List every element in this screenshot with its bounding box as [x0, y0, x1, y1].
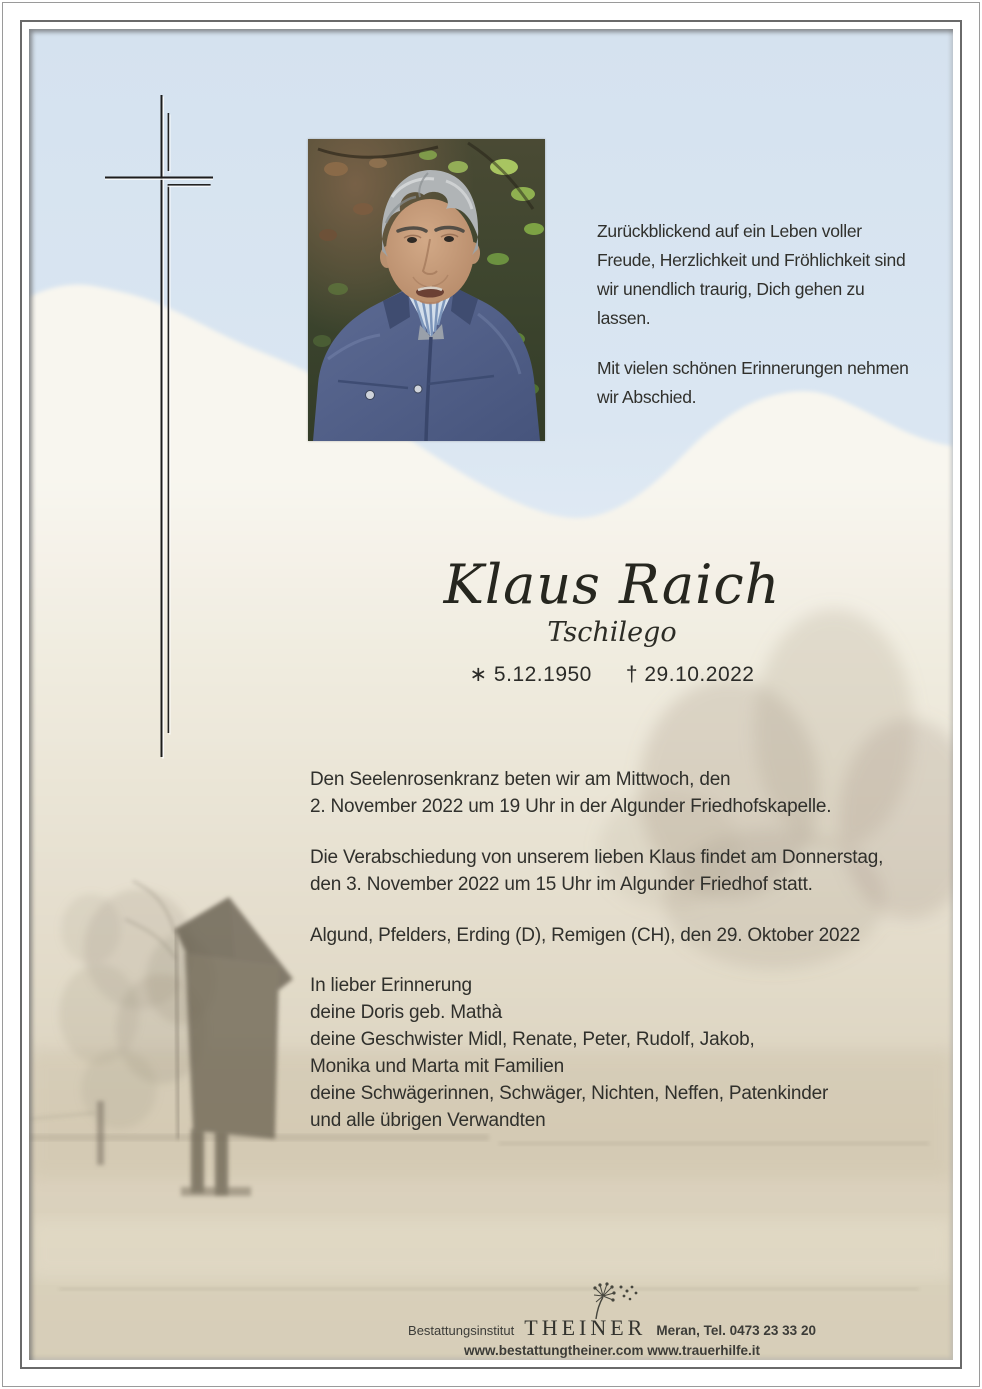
rosary-line: Den Seelenrosenkranz beten wir am Mittwoch, den [310, 769, 731, 790]
life-dates [312, 662, 912, 687]
footer-prefix: Bestattungsinstitut [408, 1323, 515, 1338]
footer-contact: Meran, Tel. 0473 23 33 20 [656, 1323, 816, 1338]
funeral-home-brand: THEINER [524, 1315, 647, 1340]
eulogy-text [597, 217, 909, 433]
places-line: Algund, Pfelders, Erding (D), Remigen (CH), den 29. Oktober 2022 [310, 925, 861, 946]
death-date: † 29.10.2022 [625, 663, 755, 686]
card-content [29, 29, 953, 1360]
places-and-date [310, 922, 860, 949]
mourner-line: deine Doris geb. Mathà [310, 1002, 503, 1023]
deceased-name-block [312, 554, 912, 687]
deceased-nickname: Tschilego [547, 617, 677, 648]
eulogy-line: Mit vielen schönen Erinnerungen nehmen [597, 358, 909, 378]
eulogy-paragraph-1 [597, 217, 909, 333]
eulogy-line: Freude, Herzlichkeit und Fröhlichkeit sind [597, 250, 906, 270]
footer-websites: www.bestattungtheiner.com www.trauerhilfe.it [463, 1343, 761, 1358]
farewell-announcement [310, 844, 883, 898]
cross-lines [105, 95, 213, 759]
eulogy-line: wir unendlich traurig, Dich gehen zu [597, 279, 865, 299]
farewell-line: den 3. November 2022 um 15 Uhr im Algunder Friedhof statt. [310, 874, 813, 895]
mourner-line: deine Geschwister Midl, Renate, Peter, Rudolf, Jakob, [310, 1029, 755, 1050]
deceased-name: Klaus Raich [443, 553, 781, 616]
portrait-photo [308, 139, 545, 441]
eulogy-line: wir Abschied. [597, 387, 697, 407]
mourner-line: In lieber Erinnerung [310, 975, 472, 996]
eulogy-line: Zurückblickend auf ein Leben voller [597, 221, 862, 241]
eulogy-line: lassen. [597, 308, 651, 328]
mourner-line: deine Schwägerinnen, Schwäger, Nichten, Neffen, Patenkinder [310, 1083, 829, 1104]
farewell-line: Die Verabschiedung von unserem lieben Klaus findet am Donnerstag, [310, 847, 884, 868]
memorial-cross-icon [100, 90, 220, 770]
mourners-list [310, 972, 828, 1134]
rosary-announcement [310, 766, 831, 820]
mourner-line: und alle übrigen Verwandten [310, 1110, 546, 1131]
dandelion-icon [566, 1281, 646, 1319]
rosary-line: 2. November 2022 um 19 Uhr in der Algunder Friedhofskapelle. [310, 796, 832, 817]
funeral-home-footer [262, 1281, 953, 1358]
birth-date: ∗ 5.12.1950 [469, 663, 592, 686]
eulogy-paragraph-2 [597, 354, 909, 412]
mourner-line: Monika und Marta mit Familien [310, 1056, 564, 1077]
